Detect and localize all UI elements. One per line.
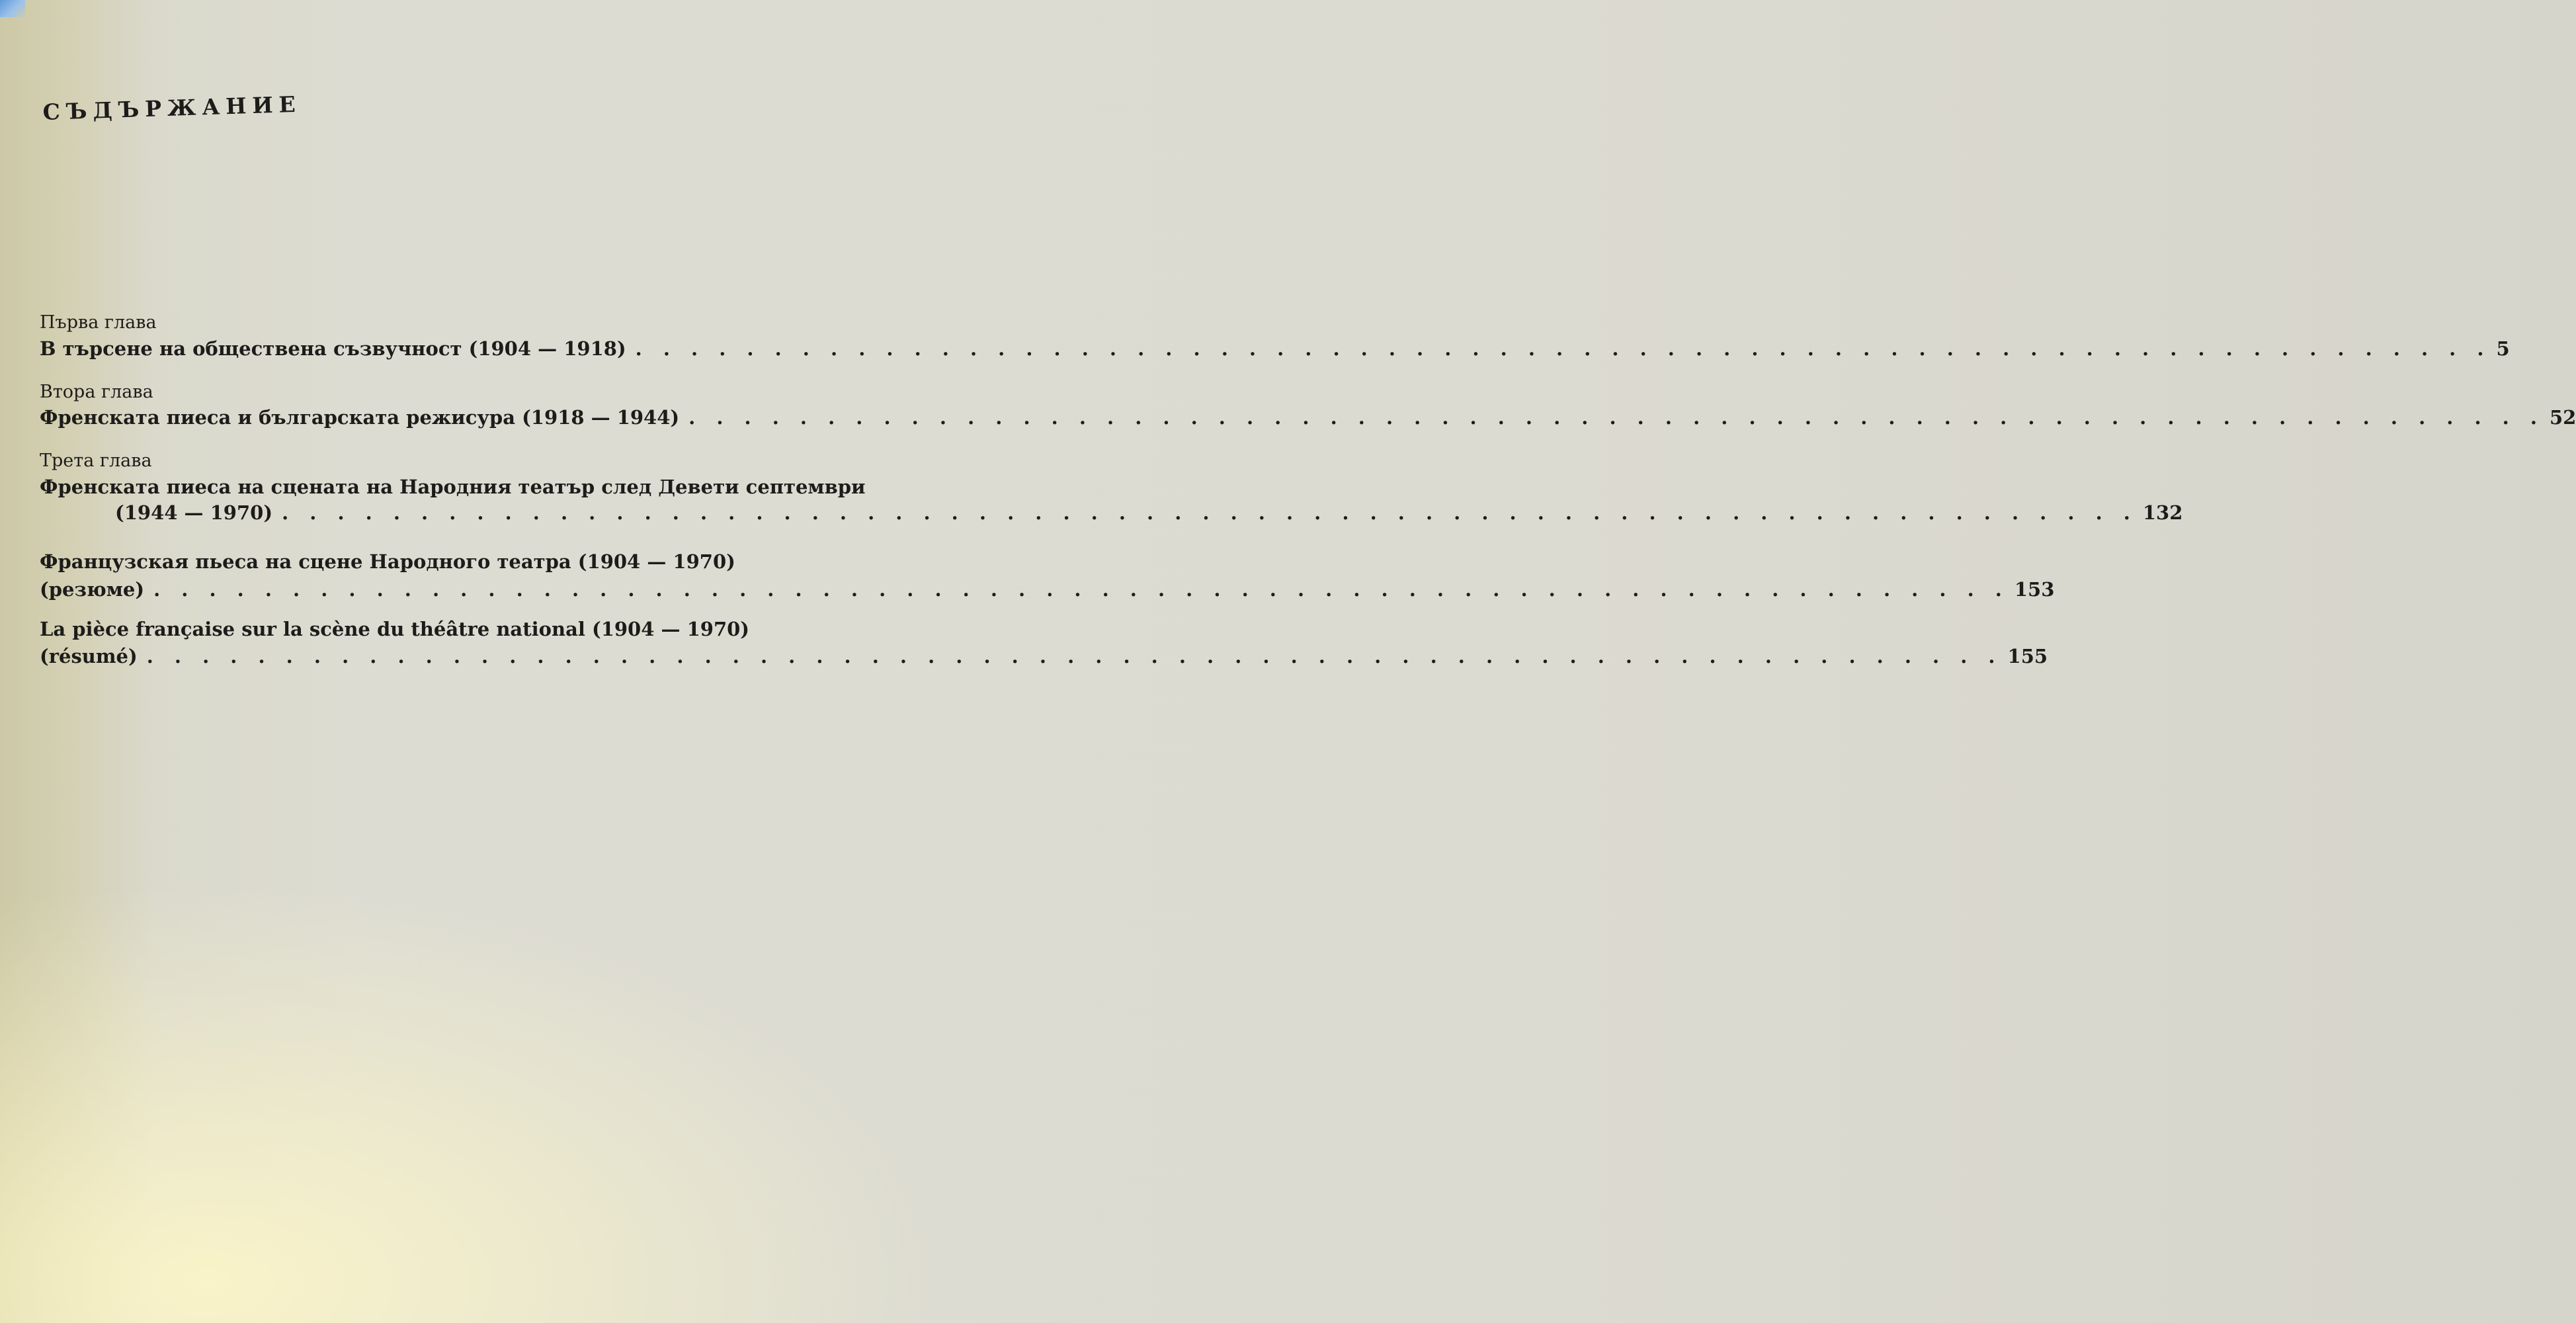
toc-entry-title-4-cont: (резюме) [40, 578, 145, 601]
chapter-label-1: Първа глава [40, 312, 157, 333]
dot-leader: . . . . . . . . . . . . . . . . . . . . . . . . . . . . . . . . . . . . . . . . . . . . . . . . . . . . . . . . . . . . . . . . . . . [146, 645, 2003, 667]
chapter-label-2: Втора глава [40, 382, 153, 402]
toc-entry-5[interactable] [40, 645, 2048, 667]
toc-entry-title-5-cont: (résumé) [40, 645, 138, 667]
dot-leader: . . . . . . . . . . . . . . . . . . . . . . . . . . . . . . . . . . . . . . . . . . . . . . . . . . . . . . . . . . . . . . . . . . . [153, 578, 2009, 601]
toc-entry-page-2: 52 [2549, 406, 2576, 429]
toc-entry-4[interactable] [40, 578, 2055, 601]
dot-leader: . . . . . . . . . . . . . . . . . . . . . . . . . . . . . . . . . . . . . . . . . . . . . . . . . . . . . . . . . . . . . . . . . . . [282, 501, 2138, 524]
dot-leader: . . . . . . . . . . . . . . . . . . . . . . . . . . . . . . . . . . . . . . . . . . . . . . . . . . . . . . . . . . . . . . . . . . . [635, 337, 2491, 360]
toc-entry-title-3-cont: (1944 — 1970) [115, 501, 273, 524]
toc-entry-title-1: В търсене на обществена съзвучност (1904 — 1918) [40, 337, 626, 360]
toc-entry-page-1: 5 [2496, 337, 2510, 360]
toc-entry-title-5[interactable]: La pièce française sur la scène du théâtre national (1904 — 1970) [40, 618, 750, 640]
toc-entry-2[interactable] [40, 406, 2576, 429]
toc-entry-1[interactable] [40, 337, 2510, 360]
toc-entry-title-2: Френската пиеса и българската режисура (1918 — 1944) [40, 406, 680, 429]
toc-entry-3[interactable] [115, 501, 2183, 524]
toc-entry-page-5: 155 [2007, 645, 2048, 667]
page-title: СЪДЪРЖАНИЕ [42, 91, 302, 125]
chapter-label-3: Трета глава [40, 450, 152, 471]
toc-entry-page-3: 132 [2142, 501, 2183, 524]
toc-entry-page-4: 153 [2014, 578, 2055, 601]
toc-entry-title-3[interactable]: Френската пиеса на сцената на Народния театър след Девети септември [40, 476, 866, 498]
toc-entry-title-4[interactable]: Французская пьеса на сцене Народного театра (1904 — 1970) [40, 550, 735, 573]
dot-leader: . . . . . . . . . . . . . . . . . . . . . . . . . . . . . . . . . . . . . . . . . . . . . . . . . . . . . . . . . . . . . . . . . . . [688, 406, 2544, 429]
